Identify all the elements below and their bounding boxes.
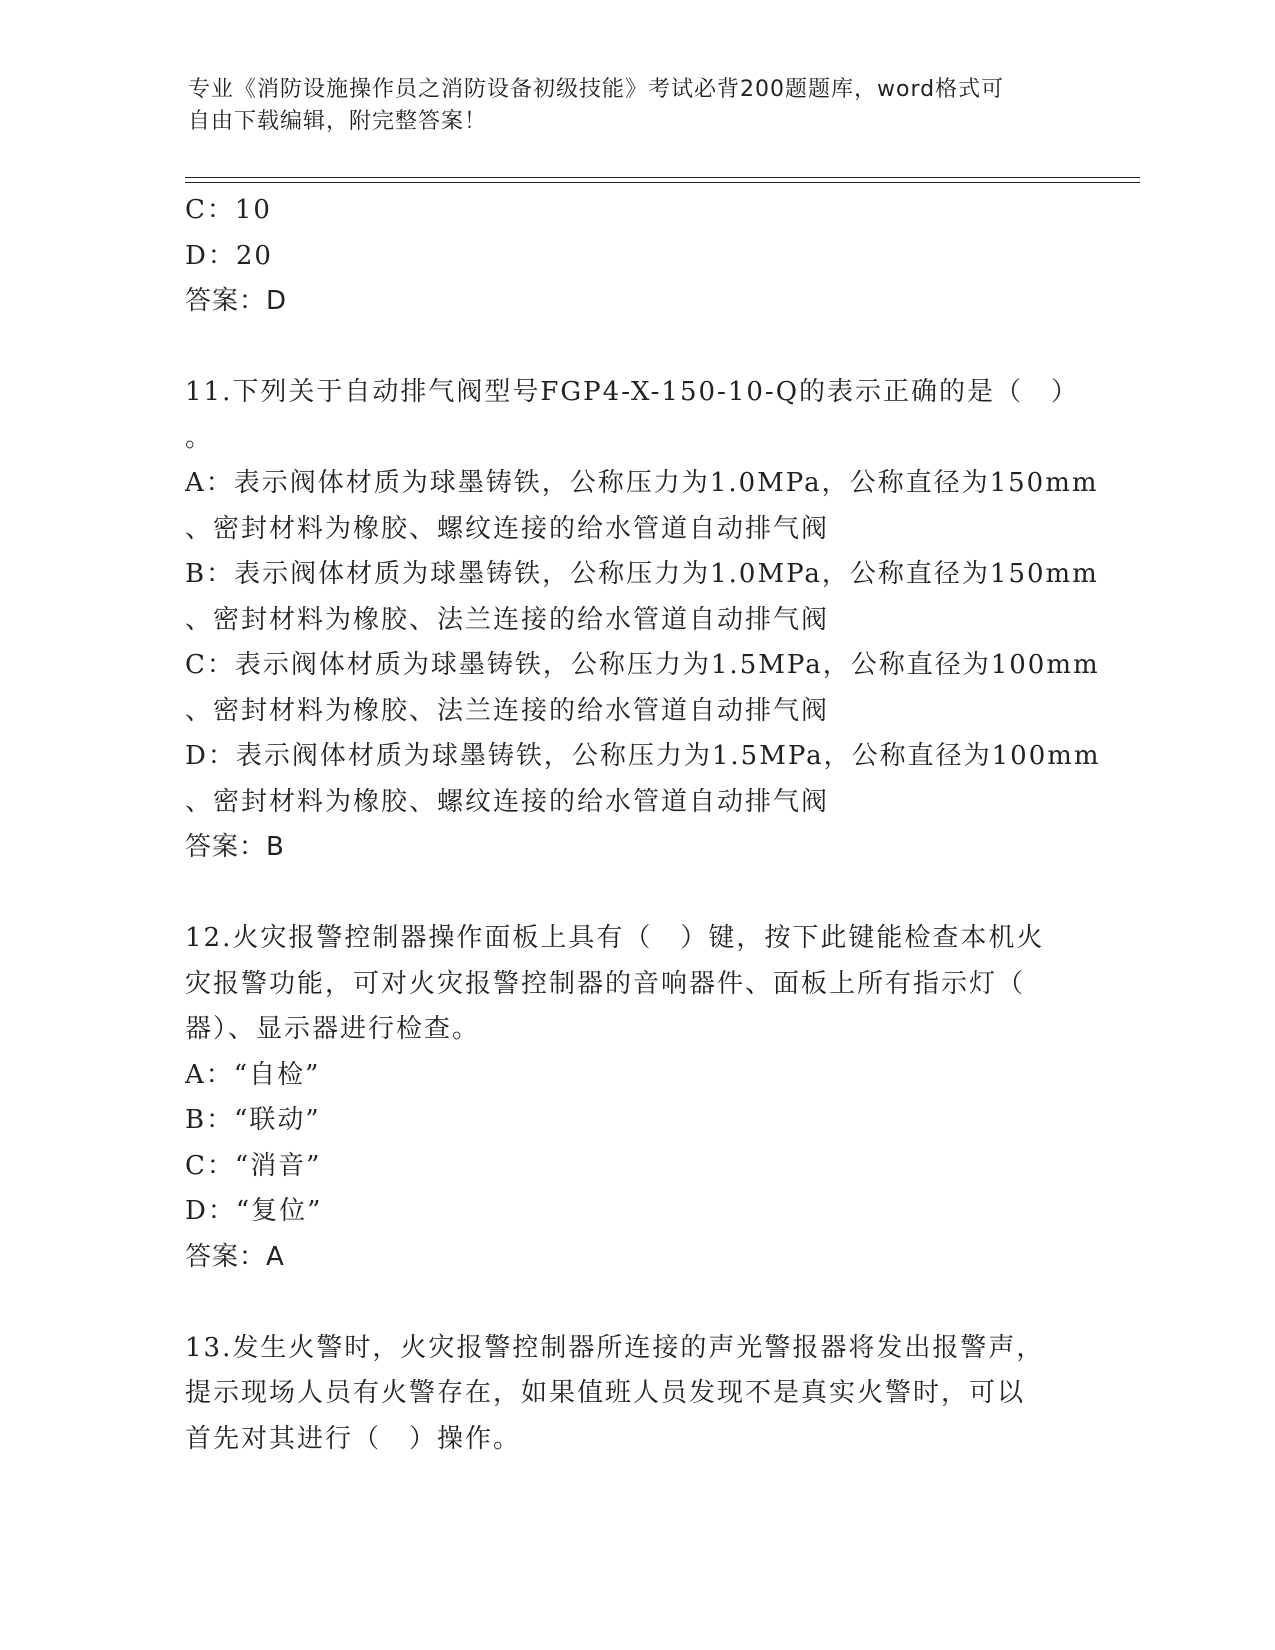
header-title-line-1: 专业《消防设施操作员之消防设备初级技能》考试必背200题题库，word格式可 [188,77,1005,102]
question-content [185,188,1101,1462]
question-stem: 13.发生火警时，火灾报警控制器所连接的声光警报器将发出报警声， [185,1332,1045,1363]
question-10-tail [185,188,1085,325]
question-13 [185,1326,1085,1463]
answer-line: 答案：B [185,832,285,862]
header-title-line-2: 自由下载编辑，附完整答案！ [188,109,488,134]
answer-line: 答案：A [185,1241,285,1272]
page-header [188,74,1088,138]
spacer [185,325,1085,371]
question-stem: 灾报警功能，可对火灾报警控制器的音响器件、面板上所有指示灯（ [185,968,1026,999]
option-d: D：20 [185,240,273,271]
spacer [185,871,1085,917]
option-d: D：“复位” [185,1196,323,1226]
option-a: A：“自检” [185,1059,321,1090]
question-stem: 11.下列关于自动排气阀型号FGP4-X-150-10-Q的表示正确的是（ ） [185,377,1080,407]
option-c: 、密封材料为橡胶、法兰连接的给水管道自动排气阀 [185,695,830,726]
option-d: 、密封材料为橡胶、螺纹连接的给水管道自动排气阀 [185,786,830,817]
option-c: C：表示阀体材质为球墨铸铁，公称压力为1.5MPa，公称直径为100mm [185,650,1100,680]
question-12 [185,916,1085,1280]
question-stem: 。 [185,422,214,453]
option-c: C：“消音” [185,1150,322,1181]
option-a: 、密封材料为橡胶、螺纹连接的给水管道自动排气阀 [185,513,830,544]
question-stem: 器）、显示器进行检查。 [185,1014,481,1044]
header-divider-bottom [185,182,1140,183]
option-b: B：表示阀体材质为球墨铸铁，公称压力为1.0MPa，公称直径为150mm [185,559,1099,589]
option-d: D：表示阀体材质为球墨铸铁，公称压力为1.5MPa，公称直径为100mm [185,741,1101,771]
spacer [185,1280,1085,1326]
option-b: 、密封材料为橡胶、法兰连接的给水管道自动排气阀 [185,604,830,635]
question-stem: 首先对其进行（ ）操作。 [185,1423,522,1454]
question-stem: 12.火灾报警控制器操作面板上具有（ ）键，按下此键能检查本机火 [185,923,1045,953]
option-b: B：“联动” [185,1105,321,1135]
header-divider-top [185,177,1140,178]
question-stem: 提示现场人员有火警存在，如果值班人员发现不是真实火警时，可以 [185,1378,1026,1408]
option-a: A：表示阀体材质为球墨铸铁，公称压力为1.0MPa，公称直径为150mm [185,468,1099,498]
answer-line: 答案：D [185,286,288,316]
option-c: C：10 [185,195,272,225]
question-11 [185,370,1101,871]
